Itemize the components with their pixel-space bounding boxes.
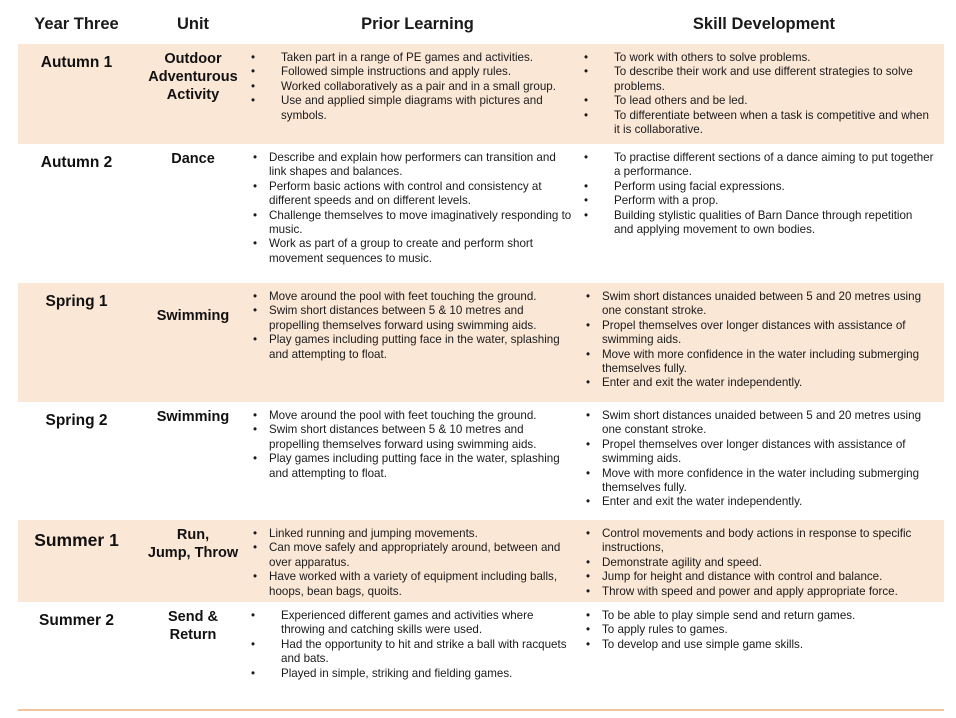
unit-line: Swimming bbox=[156, 308, 230, 324]
list-item: • Swim short distances unaided between 5 and 20 metres using one constant stroke. bbox=[584, 290, 934, 319]
unit-header: Unit bbox=[176, 14, 210, 33]
list-item: • Demonstrate agility and speed. bbox=[584, 556, 934, 570]
list-item: • Worked collaboratively as a pair and in a small group. bbox=[251, 80, 574, 94]
list-item: • Enter and exit the water independently. bbox=[584, 376, 934, 390]
list-item: • To be able to play simple send and return games. bbox=[584, 609, 934, 623]
table-row-summer-1 bbox=[18, 520, 944, 602]
term-cell: Summer 2 bbox=[18, 602, 135, 692]
unit-cell bbox=[135, 44, 251, 144]
list-item: • Throw with speed and power and apply appropriate force. bbox=[584, 585, 934, 599]
list-item: • Enter and exit the water independently. bbox=[584, 495, 934, 509]
skill-development-cell bbox=[584, 144, 944, 283]
unit-line: Dance bbox=[171, 151, 215, 167]
list-item: • Had the opportunity to hit and strike a ball with racquets and bats. bbox=[251, 638, 574, 667]
list-item: • Play games including putting face in the water, splashing and attempting to float. bbox=[251, 452, 574, 481]
unit-line: Run, bbox=[176, 527, 210, 543]
prior-learning-cell bbox=[251, 283, 584, 402]
prior-learning-header: Prior Learning bbox=[361, 14, 474, 33]
bottom-divider bbox=[18, 709, 944, 711]
curriculum-table bbox=[18, 4, 944, 692]
list-item: • Work as part of a group to create and perform short movement sequences to music. bbox=[251, 237, 574, 266]
list-item: • Perform with a prop. bbox=[584, 194, 934, 208]
list-item: • Have worked with a variety of equipment including balls, hoops, bean bags, quoits. bbox=[251, 570, 574, 599]
table-row-spring-1 bbox=[18, 283, 944, 402]
unit-line: Jump, Throw bbox=[147, 545, 239, 561]
skill-development-cell bbox=[584, 520, 944, 602]
list-item: • To develop and use simple game skills. bbox=[584, 638, 934, 652]
term-cell: Spring 1 bbox=[18, 283, 135, 402]
list-item: • Move with more confidence in the water including submerging themselves fully. bbox=[584, 467, 934, 496]
skill-development-header: Skill Development bbox=[692, 14, 836, 33]
prior-learning-cell bbox=[251, 402, 584, 520]
list-item: • Move around the pool with feet touching the ground. bbox=[251, 290, 574, 304]
unit-line: Outdoor bbox=[164, 51, 222, 67]
unit-cell bbox=[135, 283, 251, 402]
list-item: • Jump for height and distance with control and balance. bbox=[584, 570, 934, 584]
unit-cell bbox=[135, 602, 251, 692]
unit-cell bbox=[135, 402, 251, 520]
list-item: • Building stylistic qualities of Barn Dance through repetition and applying movement to own bodies. bbox=[584, 209, 934, 238]
unit-cell bbox=[135, 144, 251, 283]
unit-line: Return bbox=[169, 627, 217, 643]
list-item: • Played in simple, striking and fielding games. bbox=[251, 667, 574, 681]
list-item: • Control movements and body actions in response to specific instructions, bbox=[584, 527, 934, 556]
unit-line: Activity bbox=[166, 87, 220, 103]
unit-line: Adventurous bbox=[148, 69, 238, 85]
term-cell: Spring 2 bbox=[18, 402, 135, 520]
skill-development-cell bbox=[584, 402, 944, 520]
list-item: • To lead others and be led. bbox=[584, 94, 934, 108]
list-item: • Move around the pool with feet touching the ground. bbox=[251, 409, 574, 423]
prior-learning-cell bbox=[251, 44, 584, 144]
term-cell: Summer 1 bbox=[18, 520, 135, 602]
list-item: • Swim short distances between 5 & 10 metres and propelling themselves forward using swimming aids. bbox=[251, 423, 574, 452]
list-item: • Linked running and jumping movements. bbox=[251, 527, 574, 541]
year-header: Year Three bbox=[34, 14, 119, 33]
list-item: • Experienced different games and activities where throwing and catching skills were used. bbox=[251, 609, 574, 638]
list-item: • To differentiate between when a task is competitive and when it is collaborative. bbox=[584, 109, 934, 138]
prior-learning-cell bbox=[251, 602, 584, 692]
list-item: • Propel themselves over longer distances with assistance of swimming aids. bbox=[584, 438, 934, 467]
skill-development-cell bbox=[584, 283, 944, 402]
term-cell: Autumn 1 bbox=[18, 44, 135, 144]
prior-learning-cell bbox=[251, 144, 584, 283]
unit-line: Send & bbox=[168, 609, 218, 625]
list-item: • Move with more confidence in the water including submerging themselves fully. bbox=[584, 348, 934, 377]
list-item: • To apply rules to games. bbox=[584, 623, 934, 637]
unit-line: Swimming bbox=[156, 409, 230, 425]
skill-development-cell bbox=[584, 44, 944, 144]
list-item: • Challenge themselves to move imaginatively responding to music. bbox=[251, 209, 574, 238]
list-item: • Perform using facial expressions. bbox=[584, 180, 934, 194]
list-item: • To work with others to solve problems. bbox=[584, 51, 934, 65]
list-item: • Describe and explain how performers can transition and link shapes and balances. bbox=[251, 151, 574, 180]
list-item: • Swim short distances unaided between 5 and 20 metres using one constant stroke. bbox=[584, 409, 934, 438]
prior-learning-cell bbox=[251, 520, 584, 602]
list-item: • Followed simple instructions and apply rules. bbox=[251, 65, 574, 79]
table-row-autumn-2 bbox=[18, 144, 944, 283]
list-item: • Taken part in a range of PE games and activities. bbox=[251, 51, 574, 65]
list-item: • Can move safely and appropriately around, between and over apparatus. bbox=[251, 541, 574, 570]
list-item: • To practise different sections of a dance aiming to put together a performance. bbox=[584, 151, 934, 180]
table-row-spring-2 bbox=[18, 402, 944, 520]
unit-cell bbox=[135, 520, 251, 602]
term-cell: Autumn 2 bbox=[18, 144, 135, 283]
list-item: • Play games including putting face in the water, splashing and attempting to float. bbox=[251, 333, 574, 362]
list-item: • To describe their work and use different strategies to solve problems. bbox=[584, 65, 934, 94]
list-item: • Perform basic actions with control and consistency at different speeds and on different levels. bbox=[251, 180, 574, 209]
header-row bbox=[18, 4, 944, 44]
table-row-autumn-1 bbox=[18, 44, 944, 144]
list-item: • Use and applied simple diagrams with pictures and symbols. bbox=[251, 94, 574, 123]
list-item: • Swim short distances between 5 & 10 metres and propelling themselves forward using swimming aids. bbox=[251, 304, 574, 333]
table-row-summer-2 bbox=[18, 602, 944, 692]
list-item: • Propel themselves over longer distances with assistance of swimming aids. bbox=[584, 319, 934, 348]
skill-development-cell bbox=[584, 602, 944, 692]
